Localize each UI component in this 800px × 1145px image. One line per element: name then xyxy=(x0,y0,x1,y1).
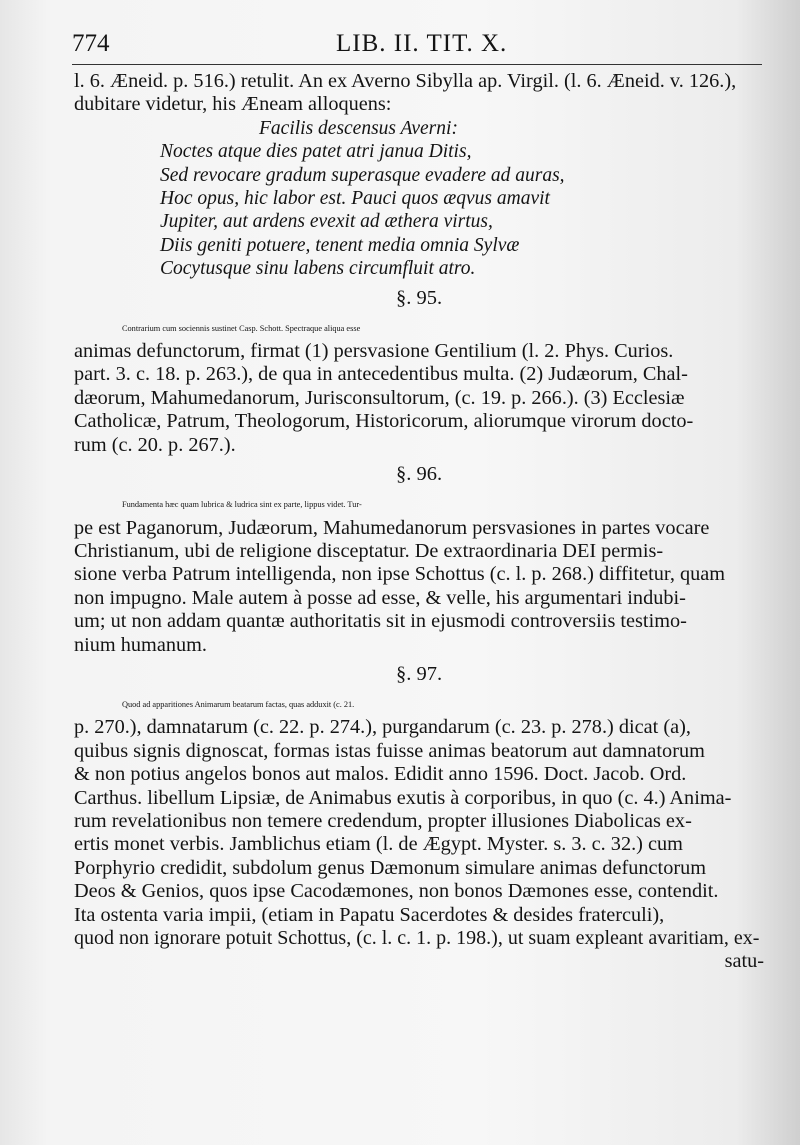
text-line: Catholicæ, Patrum, Theologorum, Historicorum, aliorumque virorum docto- xyxy=(74,410,694,433)
page-body xyxy=(74,70,764,974)
catchword: satu- xyxy=(724,950,764,973)
text-line: sione verba Patrum intelligenda, non ipse Schottus (c. l. p. 268.) diffitetur, quam xyxy=(74,563,726,586)
text-line: quibus signis dignoscat, formas istas fuisse animas beatorum aut damnatorum xyxy=(74,739,705,762)
text-line: p. 270.), damnatarum (c. 22. p. 274.), purgandarum (c. 23. p. 278.) dicat (a), xyxy=(74,716,691,739)
text-line: nium humanum. xyxy=(74,633,207,656)
text-line: part. 3. c. 18. p. 263.), de qua in antecedentibus multa. (2) Judæorum, Chal- xyxy=(74,363,688,386)
text-line: quod non ignorare potuit Schottus, (c. l. c. 1. p. 198.), ut suam expleant avaritiam, ex- xyxy=(74,927,760,949)
text-line: Contrarium cum sociennis sustinet Casp. Schott. Spectraque aliqua esse xyxy=(122,323,361,333)
text-line: non impugno. Male autem à posse ad esse, & velle, his argumentari indubi- xyxy=(74,586,686,609)
text-line: dæorum, Mahumedanorum, Jurisconsultorum, (c. 19. p. 266.). (3) Ecclesiæ xyxy=(74,386,685,409)
text-line: Christianum, ubi de religione disceptatur. De extraordinaria DEI permis- xyxy=(74,539,664,562)
text-line: Ita ostenta varia impii, (etiam in Papatu Sacerdotes & desides fraterculi), xyxy=(74,903,665,926)
section-heading: §. 97. xyxy=(395,662,443,685)
text-line: animas defunctorum, firmat (1) persvasione Gentilium (l. 2. Phys. Curios. xyxy=(74,340,674,363)
verse-line: Jupiter, aut ardens evexit ad æthera virtus, xyxy=(160,211,493,233)
text-line: Deos & Genios, quos ipse Cacodæmones, non bonos Dæmones esse, contendit. xyxy=(74,880,719,903)
text-line: ertis monet verbis. Jamblichus etiam (l. de Ægypt. Myster. s. 3. c. 32.) cum xyxy=(74,833,683,856)
text-line: pe est Paganorum, Judæorum, Mahumedanorum persvasiones in partes vocare xyxy=(74,516,710,539)
text-line: dubitare videtur, his Æneam alloquens: xyxy=(74,93,392,116)
section-95 xyxy=(74,281,764,457)
text-line: Porphyrio credidit, subdolum genus Dæmonum simulare animas defunctorum xyxy=(74,856,707,879)
text-line: rum (c. 20. p. 267.). xyxy=(74,433,236,456)
section-97 xyxy=(74,657,764,974)
text-line: l. 6. Æneid. p. 516.) retulit. An ex Averno Sibylla ap. Virgil. (l. 6. Æneid. v. 126.), xyxy=(74,70,737,92)
page-number: 774 xyxy=(72,30,110,57)
verse-line: Diis geniti potuere, tenent media omnia Sylvæ xyxy=(160,234,520,256)
verse-line: Cocytusque sinu labens circumfluit atro. xyxy=(160,258,476,280)
verse-line: Sed revocare gradum superasque evadere ad auras, xyxy=(160,164,565,186)
section-heading: §. 95. xyxy=(395,286,443,309)
text-line: um; ut non addam quantæ authoritatis sit in ejusmodi controversiis testimo- xyxy=(74,610,687,633)
text-line: rum revelationibus non temere credendum, propter illusiones Diabolicas ex- xyxy=(74,809,692,832)
text-line: Quod ad apparitiones Animarum beatarum factas, quas adduxit (c. 21. xyxy=(122,699,355,709)
section-heading: §. 96. xyxy=(395,463,443,486)
running-title: LIB. II. TIT. X. xyxy=(336,30,508,57)
verse-block xyxy=(74,117,764,281)
section-96 xyxy=(74,457,764,657)
verse-line: Noctes atque dies patet atri janua Ditis, xyxy=(160,141,472,163)
verse-line: Hoc opus, hic labor est. Pauci quos æqvus amavit xyxy=(160,188,550,210)
text-line: Carthus. libellum Lipsiæ, de Animabus exutis à corporibus, in quo (c. 4.) Anima- xyxy=(74,786,732,809)
page-header xyxy=(72,30,762,64)
text-line: & non potius angelos bonos aut malos. Edidit anno 1596. Doct. Jacob. Ord. xyxy=(74,763,687,786)
header-rule xyxy=(72,64,762,65)
text-line: Fundamenta hæc quam lubrica & ludrica sint ex parte, lippus videt. Tur- xyxy=(122,500,362,510)
verse-line: Facilis descensus Averni: xyxy=(259,117,458,139)
